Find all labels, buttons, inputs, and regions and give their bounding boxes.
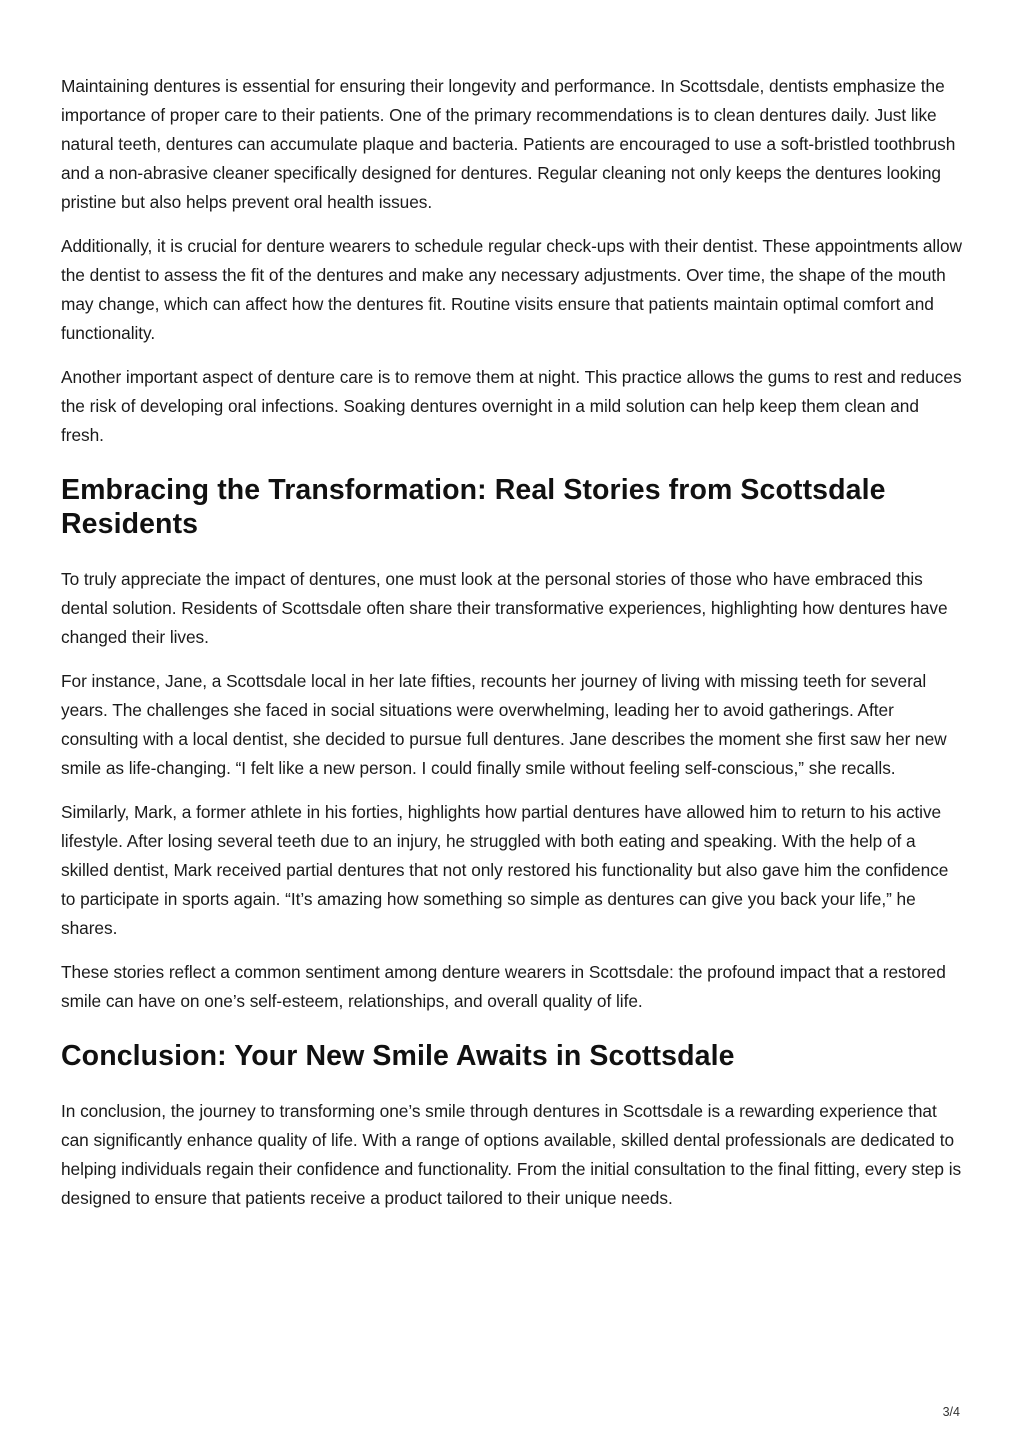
- paragraph-check-ups: Additionally, it is crucial for denture wearers to schedule regular check-ups with their dentist. These appointments allow the dentist to assess the fit of the dentures and make any necessary adjustments. Over time, the shape of the mouth may change, which can affect how the dentures fit. Routine visits ensure that patients maintain optimal comfort and functionality.: [61, 236, 962, 343]
- page-number: 3/4: [942, 1405, 960, 1419]
- heading-real-stories: Embracing the Transformation: Real Stories from Scottsdale Residents: [61, 474, 886, 540]
- paragraph-denture-cleaning: Maintaining dentures is essential for ensuring their longevity and performance. In Scottsdale, dentists emphasize the importance of proper care to their patients. One of the primary recommendations is to clean dentures daily. Just like natural teeth, dentures can accumulate plaque and bacteria. Patients are encouraged to use a soft-bristled toothbrush and a non-abrasive cleaner specifically designed for dentures. Regular cleaning not only keeps the dentures looking pristine but also helps prevent oral health issues.: [61, 76, 956, 212]
- paragraph-jane-story: For instance, Jane, a Scottsdale local in her late fifties, recounts her journey of living with missing teeth for several years. The challenges she faced in social situations were overwhelming, leading her to avoid gatherings. After consulting with a local dentist, she decided to pursue full dentures. Jane describes the moment she first saw her new smile as life-changing. “I felt like a new person. I could finally smile without feeling self-conscious,” she recalls.: [61, 671, 947, 778]
- document-body: [61, 72, 965, 1228]
- paragraph-conclusion: In conclusion, the journey to transforming one’s smile through dentures in Scottsdale is a rewarding experience that can significantly enhance quality of life. With a range of options available, skilled dental professionals are dedicated to helping individuals regain their confidence and functionality. From the initial consultation to the final fitting, every step is designed to ensure that patients receive a product tailored to their unique needs.: [61, 1101, 962, 1208]
- paragraph-stories-intro: To truly appreciate the impact of dentures, one must look at the personal stories of those who have embraced this dental solution. Residents of Scottsdale often share their transformative experiences, highlighting how dentures have changed their lives.: [61, 569, 948, 647]
- heading-conclusion: Conclusion: Your New Smile Awaits in Scottsdale: [61, 1040, 735, 1072]
- paragraph-mark-story: Similarly, Mark, a former athlete in his forties, highlights how partial dentures have allowed him to return to his active lifestyle. After losing several teeth due to an injury, he struggled with both eating and speaking. With the help of a skilled dentist, Mark received partial dentures that not only restored his functionality but also gave him the confidence to participate in sports again. “It’s amazing how something so simple as dentures can give you back your life,” he shares.: [61, 802, 949, 938]
- paragraph-night-removal: Another important aspect of denture care is to remove them at night. This practice allows the gums to rest and reduces the risk of developing oral infections. Soaking dentures overnight in a mild solution can help keep them clean and fresh.: [61, 367, 962, 445]
- paragraph-stories-summary: These stories reflect a common sentiment among denture wearers in Scottsdale: the profound impact that a restored smile can have on one’s self-esteem, relationships, and overall quality of life.: [61, 962, 946, 1011]
